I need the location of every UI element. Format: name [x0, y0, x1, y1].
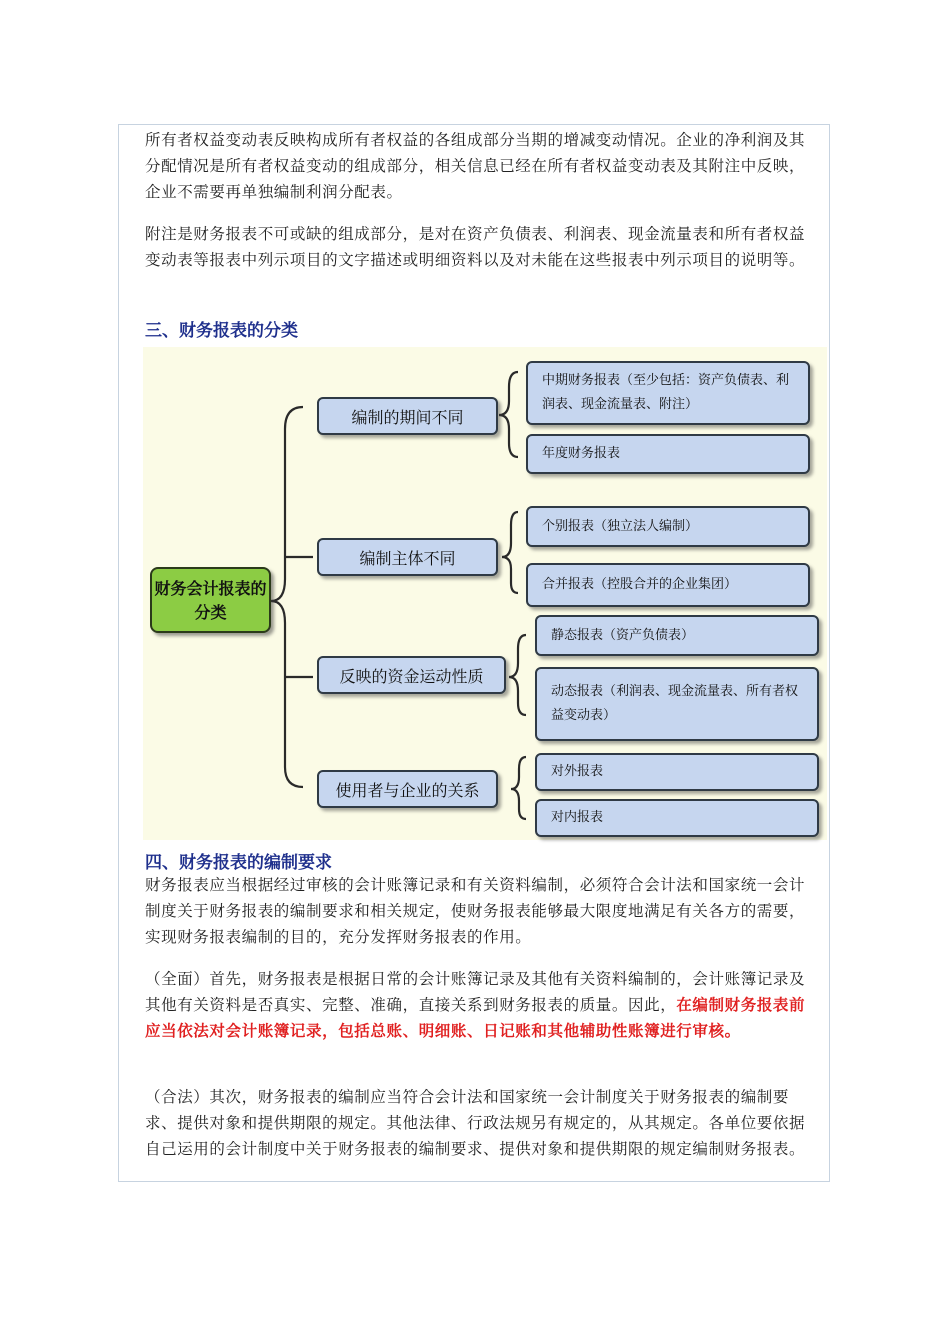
diagram-root-node: 财务会计报表的分类 — [150, 567, 271, 633]
classification-diagram — [143, 347, 827, 840]
paragraph-requirements: 财务报表应当根据经过审核的会计账簿记录和有关资料编制，必须符合会计法和国家统一会计制度关于财务报表的编制要求和相关规定，使财务报表能够最大限度地满足有关各方的需要，实现财务报表编制的目的，充分发挥财务报表的作用。 — [145, 876, 806, 946]
branch-by-entity: 编制主体不同 — [317, 538, 498, 576]
section-heading-classification: 三、财务报表的分类 — [145, 321, 298, 341]
branch-by-fund-movement: 反映的资金运动性质 — [317, 656, 506, 694]
leaf-dynamic-report: 动态报表（利润表、现金流量表、所有者权益变动表） — [535, 667, 819, 741]
leaf-interim-report: 中期财务报表（至少包括：资产负债表、利润表、现金流量表、附注） — [526, 361, 810, 425]
leaf-external-report: 对外报表 — [535, 753, 819, 791]
branch-by-period: 编制的期间不同 — [317, 397, 498, 435]
completeness-text: （全面）首先，财务报表是根据日常的会计账簿记录及其他有关资料编制的，会计账簿记录及其他有关资料是否真实、完整、准确，直接关系到财务报表的质量。因此， — [145, 970, 806, 1014]
paragraph-notes: 附注是财务报表不可或缺的组成部分，是对在资产负债表、利润表、现金流量表和所有者权益变动表等报表中列示项目的文字描述或明细资料以及对未能在这些报表中列示项目的说明等。 — [145, 225, 806, 269]
paragraph-legality: （合法）其次，财务报表的编制应当符合会计法和国家统一会计制度关于财务报表的编制要求、提供对象和提供期限的规定。其他法律、行政法规另有规定的，从其规定。各单位要依据自己运用的会计制度中关于财务报表的编制要求、提供对象和提供期限的规定编制财务报表。 — [145, 1088, 806, 1158]
leaf-internal-report: 对内报表 — [535, 799, 819, 837]
branch-by-user-relation: 使用者与企业的关系 — [317, 770, 498, 808]
paragraph-completeness — [145, 966, 807, 1044]
paragraph-equity-statement: 所有者权益变动表反映构成所有者权益的各组成部分当期的增减变动情况。企业的净利润及其分配情况是所有者权益变动的组成部分，相关信息已经在所有者权益变动表及其附注中反映，企业不需要再单独编制利润分配表。 — [145, 131, 806, 201]
leaf-consolidated-report: 合并报表（控股合并的企业集团） — [526, 563, 810, 607]
section-heading-requirements: 四、财务报表的编制要求 — [145, 853, 332, 873]
completeness-emphasis: 在编制财务报表前应当依法对会计账簿记录，包括总账、明细账、日记账和其他辅助性账簿进行审核。 — [145, 995, 806, 1040]
leaf-individual-report: 个别报表（独立法人编制） — [526, 506, 810, 547]
leaf-static-report: 静态报表（资产负债表） — [535, 615, 819, 656]
leaf-annual-report: 年度财务报表 — [526, 434, 810, 474]
